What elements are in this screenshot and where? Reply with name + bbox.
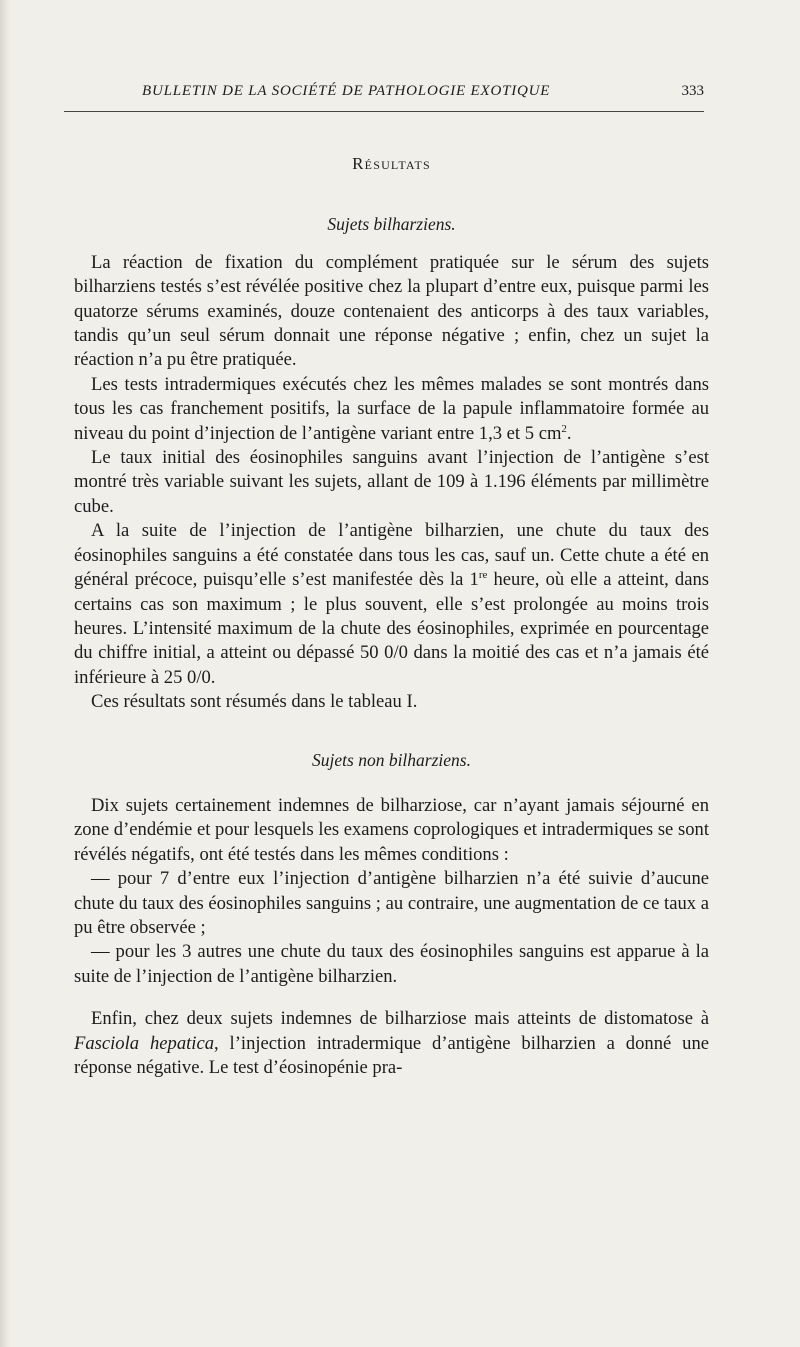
page-number: 333 — [681, 83, 704, 99]
paragraph-table-reference: Ces résultats sont résumés dans le tableau I. — [91, 691, 418, 713]
paragraph-text: A la suite de l’injection de l’antigène bilharzien, une chute du taux des éosinophiles sanguins a été constatée dans tous les cas, sauf un. Cette chute a été en général précoce, puisqu’elle s’est manifestée dès la 1 — [74, 520, 709, 591]
running-head — [64, 83, 704, 100]
paragraph-text-cont: , l’injection intradermique d’antigène bilharzien a donné une réponse négative. Le test d’éosinopénie pra- — [74, 1032, 709, 1078]
paragraph-text: Enfin, chez deux sujets indemnes de bilharziose mais atteints de distomatose à — [91, 1008, 709, 1030]
subheading-bilharzian-subjects: Sujets bilharziens. — [327, 214, 456, 235]
paragraph-three-subjects: — pour les 3 autres une chute du taux des éosinophiles sanguins est apparue à la suite de l’injection de l’antigène bilharzien. — [74, 941, 709, 987]
article-body — [74, 152, 709, 1080]
journal-running-title: BULLETIN DE LA SOCIÉTÉ DE PATHOLOGIE EXOTIQUE — [142, 83, 551, 99]
section-title: Résultats — [352, 154, 431, 173]
paragraph-intradermal-tests — [74, 373, 709, 446]
header-rule — [64, 111, 704, 112]
subheading-non-bilharzian-subjects: Sujets non bilharziens. — [312, 749, 471, 770]
paragraph-seven-subjects: — pour 7 d’entre eux l’injection d’antigène bilharzien n’a été suivie d’aucune chute du taux des éosinophiles sanguins ; au contraire, une augmentation de ce taux a pu être observée ; — [74, 868, 709, 938]
paragraph-complement-fixation: La réaction de fixation du complément pratiquée sur le sérum des sujets bilharziens testés s’est révélée positive chez la plupart d’entre eux, puisque parmi les quatorze sérums examinés, douze contenaient des anticorps à des taux variables, tandis qu’un seul sérum donnait une réponse négative ; enfin, chez un sujet la réaction n’a pu être pratiquée. — [74, 251, 709, 371]
paragraph-text-end: . — [566, 422, 572, 444]
superscript: re — [478, 568, 488, 581]
page-edge-shadow — [0, 0, 10, 1347]
paragraph-initial-eosinophils: Le taux initial des éosinophiles sanguins avant l’injection de l’antigène s’est montré très variable suivant les sujets, allant de 109 à 1.196 éléments par millimètre cube. — [74, 447, 709, 517]
paragraph-text-cont: heure, où elle a atteint, dans certains cas son maximum ; le plus souvent, elle s’est prolongée au moins trois heures. L’intensité maximum de la chute des éosinophiles, exprimée en pourcentage du chiffre initial, a atteint ou dépassé 50 0/0 dans la moitié des cas et n’a jamais été inférieure à 25 0/0. — [74, 569, 709, 688]
paragraph-distomatosis — [74, 1007, 709, 1080]
paragraph-control-subjects: Dix sujets certainement indemnes de bilharziose, car n’ayant jamais séjourné en zone d’endémie et pour lesquels les examens coprologiques et intradermiques se sont révélés négatifs, ont été testés dans les mêmes conditions : — [74, 794, 709, 865]
paragraph-text: Les tests intradermiques exécutés chez les mêmes malades se sont montrés dans tous les cas franchement positifs, la surface de la papule inflammatoire formée au niveau du point d’injection de l’antigène variant entre 1,3 et 5 cm — [74, 373, 709, 444]
species-name: Fasciola hepatica — [74, 1032, 214, 1054]
paragraph-eosinophil-drop — [74, 519, 709, 690]
superscript: 2 — [561, 422, 567, 435]
